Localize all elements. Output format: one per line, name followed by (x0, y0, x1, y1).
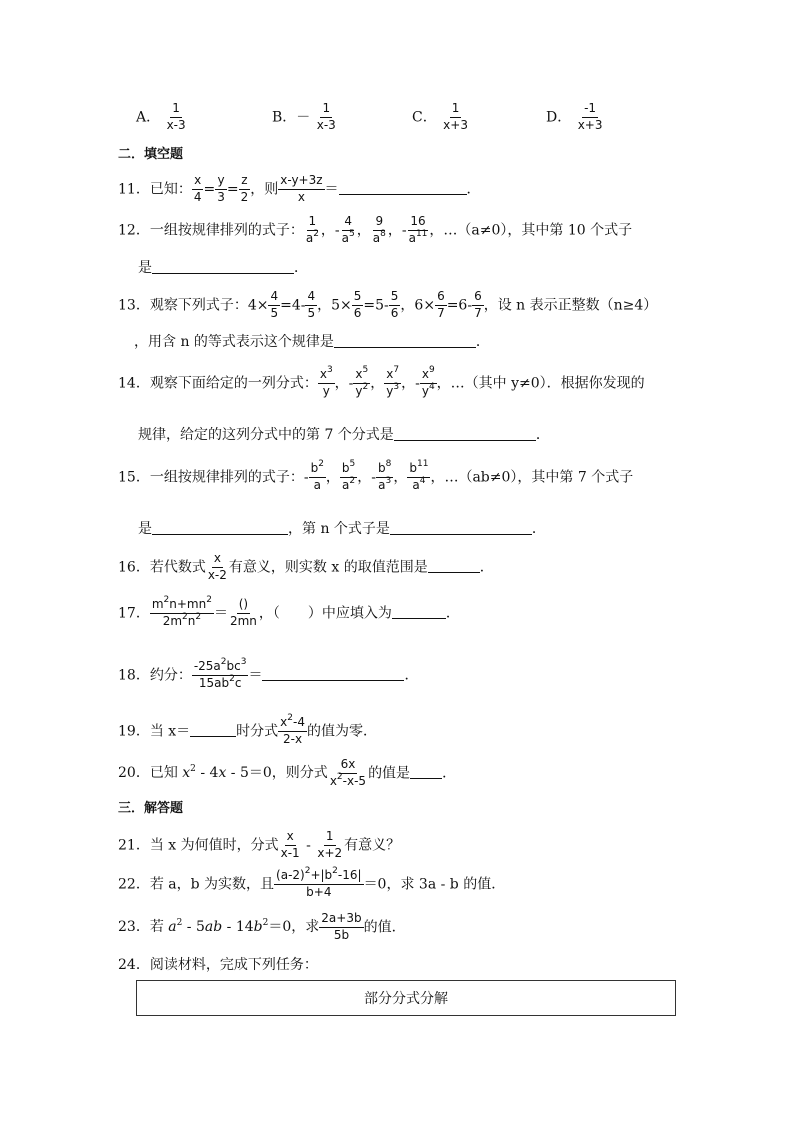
fraction (352, 290, 364, 321)
denominator: $a^2$ (342, 475, 356, 492)
text: ，则 (250, 181, 279, 198)
fraction (328, 758, 368, 789)
fraction (150, 595, 214, 629)
answer-blank[interactable] (152, 261, 294, 274)
numerator: $x^3$ (318, 368, 335, 384)
fraction (384, 365, 401, 399)
question-19 (118, 713, 377, 747)
text: ． (475, 334, 490, 350)
text: 是 (138, 521, 152, 537)
fraction (435, 290, 447, 321)
question-21-text: 21．当 x 为何值时，分式 (118, 837, 279, 854)
numerator: x (192, 174, 203, 190)
numerator: 1 (324, 830, 336, 846)
question-23-text: 23．若 $a^2 - 5ab - 14b^2=0$，求 (118, 918, 320, 936)
text: 4× (247, 297, 269, 314)
question-15-text: 15．一组按规律排列的式子： (118, 469, 304, 486)
fraction (228, 598, 259, 629)
numerator: 16 (408, 215, 427, 231)
question-21 (118, 830, 400, 861)
denominator: $a^8$ (372, 228, 386, 245)
option-b-fraction (315, 102, 338, 133)
question-13-line2 (134, 335, 490, 349)
denominator: 5 (270, 305, 279, 320)
section-title-fill-in: 二．填空题 (118, 147, 184, 162)
option-b (272, 102, 338, 133)
numerator: $(a-2)^2+|b^2-16|$ (274, 869, 364, 885)
text: 的值为零． (306, 723, 377, 740)
denominator: x-1 (280, 845, 300, 860)
numerator: 1 (307, 215, 319, 231)
option-d-label: D． (546, 109, 572, 126)
text: ，…（其中 y≠0）．根据你发现的 (436, 375, 645, 392)
fraction (268, 290, 280, 321)
text: 是 (138, 260, 152, 276)
text: ，第 n 个式子是 (288, 521, 390, 537)
numerator: 9 (373, 215, 385, 231)
fraction (340, 459, 357, 493)
section-title-solve: 三．解答题 (118, 801, 184, 816)
text: =5- (363, 297, 389, 314)
text: ，…（ab≠0），其中第 7 个式子 (430, 469, 634, 486)
text: ，6× (400, 297, 436, 314)
numerator: x-y+3z (278, 174, 324, 190)
denominator: $a^3$ (378, 475, 392, 492)
text: 时分式 (236, 723, 279, 740)
question-15-line2 (138, 522, 546, 536)
denominator: x-2 (207, 567, 227, 582)
fraction (340, 215, 357, 246)
question-23 (118, 912, 406, 943)
fraction (304, 215, 321, 246)
text: ． (294, 260, 308, 276)
denominator: x+3 (443, 117, 468, 132)
text: ，5× (317, 297, 352, 314)
text: ． (535, 427, 550, 443)
question-20-text: 20．已知 $x^2 - 4x - 5=0$，则分式 (118, 764, 328, 782)
question-13-text: 13．观察下列式子： (118, 297, 248, 314)
text: ． (466, 181, 481, 198)
denominator: x-3 (316, 117, 336, 132)
numerator: $b^2$ (309, 462, 326, 478)
fraction (215, 174, 227, 205)
fraction (279, 830, 302, 861)
numerator: $x^2-4$ (278, 716, 307, 732)
denominator: x-3 (166, 117, 186, 132)
text: ，…（a≠0），其中第 10 个式子 (429, 222, 633, 239)
fraction (305, 290, 317, 321)
question-12-line2 (138, 261, 308, 275)
numerator: x (285, 830, 296, 846)
numerator: $x^9$ (420, 368, 437, 384)
numerator: 1 (450, 102, 462, 118)
fraction (192, 174, 204, 205)
text: =6- (446, 297, 473, 314)
question-11: 11．已知： $\frac{x}{4}$ = $\frac{y}{3}$ = $\frac{z}{2}$ ，则 $\frac{x-y+3z}{x}$ ＝ ． (118, 173, 481, 204)
denominator: 7 (474, 305, 482, 320)
denominator: x+2 (317, 845, 343, 860)
denominator: b+4 (306, 884, 332, 899)
question-16-text: 16．若代数式 (118, 559, 206, 576)
text: ． (445, 605, 460, 622)
text: ． (442, 765, 457, 782)
answer-blank[interactable] (262, 668, 404, 681)
option-c (412, 102, 470, 133)
question-14-line2 (138, 428, 550, 442)
numerator: 1 (170, 102, 182, 118)
text: - (301, 837, 316, 854)
question-14-text: 14．观察下面给定的一列分式： (118, 375, 318, 392)
fraction (389, 290, 401, 321)
question-20 (118, 758, 456, 789)
text: ． (479, 559, 494, 576)
denominator: 5b (333, 927, 350, 942)
text: 的值是 (368, 765, 411, 782)
answer-blank[interactable] (390, 522, 532, 535)
fraction (376, 459, 393, 493)
numerator: $x^5$ (353, 368, 370, 384)
question-12: 12．一组按规律排列的式子： $\frac{1}{a^2}$ ，- $\frac{4}{a^5}$ ， $\frac{9}{a^8}$ ，- $\frac{16}{a^{11}}$ ，…（a≠0），其中第 10 个式子 (118, 214, 633, 245)
question-16 (118, 552, 494, 583)
fraction (407, 215, 430, 246)
fraction (319, 912, 363, 943)
text: ． (531, 521, 546, 537)
text: ＝ (248, 667, 263, 684)
answer-blank[interactable] (410, 766, 442, 779)
fraction (206, 552, 229, 583)
denominator: 3 (217, 189, 225, 204)
numerator: 5 (389, 290, 401, 306)
numerator: 4 (268, 290, 280, 306)
text: ＝ (213, 605, 228, 622)
material-box-title: 部分分式分解 (364, 991, 448, 1007)
denominator: 2-x (283, 731, 303, 746)
denominator: $y^4$ (421, 381, 435, 398)
denominator: 6 (390, 305, 399, 320)
option-c-label: C． (412, 109, 437, 126)
option-c-fraction (441, 102, 470, 133)
denominator: 2 (240, 189, 249, 204)
answer-blank[interactable] (190, 724, 236, 737)
fraction (407, 459, 430, 493)
answer-blank[interactable] (394, 428, 536, 441)
numerator: y (215, 174, 226, 190)
denominator: $a^2$ (305, 228, 319, 245)
option-a (136, 102, 188, 133)
numerator: 5 (352, 290, 364, 306)
option-b-label: B．－ (272, 109, 311, 126)
text: ，（ ）中应填入为 (258, 605, 392, 622)
numerator: z (239, 174, 249, 190)
denominator: 5 (307, 305, 316, 320)
numerator: 2a+3b (319, 912, 363, 928)
text: ＝ (324, 181, 339, 198)
fraction (192, 657, 249, 691)
denominator: $x^2-x-5$ (329, 771, 367, 788)
question-11-text: 11．已知： (118, 181, 192, 198)
question-24: 24．阅读材料，完成下列任务： (118, 957, 318, 973)
fraction (278, 174, 324, 205)
numerator: () (237, 598, 250, 614)
question-19-text: 19．当 x＝ (118, 723, 191, 740)
fraction (353, 365, 370, 399)
numerator: $b^{11}$ (407, 462, 430, 478)
numerator: x (212, 552, 223, 568)
numerator: $x^7$ (384, 368, 401, 384)
denominator: x+3 (577, 117, 603, 132)
fraction (278, 713, 307, 747)
option-a-label: A． (136, 109, 161, 126)
question-14: 14．观察下面给定的一列分式： $\frac{x^3}{y}$ ，- $\frac{x^5}{y^2}$ ， $\frac{x^7}{y^3}$ ，- $\frac{x^9}{y^4}$ ，…（其中 y≠0）．根据你发现的 (118, 365, 645, 398)
text: 的值． (363, 919, 406, 936)
material-box (136, 980, 676, 1016)
numerator: 1 (320, 102, 332, 118)
numerator: $-25a^2bc^3$ (192, 660, 249, 676)
text: =4- (280, 297, 306, 314)
denominator: x (297, 189, 305, 204)
denominator: y (322, 383, 330, 398)
fraction (472, 290, 484, 321)
text: ，设 n 表示正整数（n≥4） (483, 297, 658, 314)
text: 有意义，则实数 x 的取值范围是 (228, 559, 428, 576)
denominator: $y^3$ (386, 381, 400, 398)
question-15: 15．一组按规律排列的式子：- $\frac{b^2}{a}$ ， $\frac{b^5}{a^2}$ ，- $\frac{b^8}{a^3}$ ， $\frac{b^{11}}{a^4}$ ，…（ab≠0），其中第 7 个式子 (118, 459, 634, 492)
numerator: -1 (582, 102, 598, 118)
answer-blank[interactable] (428, 560, 480, 573)
question-13 (118, 290, 657, 321)
answer-blank[interactable] (152, 522, 288, 535)
option-d-fraction (576, 102, 605, 133)
denominator: $a^5$ (341, 228, 355, 245)
question-17-text: 17． (118, 605, 150, 622)
text: ＝0，求 3a - b 的值． (363, 876, 506, 893)
option-a-fraction (165, 102, 188, 133)
fraction (371, 215, 388, 246)
denominator: 6 (353, 305, 362, 320)
fraction (239, 174, 251, 205)
text: 规律，给定的这列分式中的第 7 个分式是 (138, 427, 394, 443)
question-22-text: 22．若 a，b 为实数，且 (118, 876, 275, 893)
option-d (546, 102, 604, 133)
answer-blank[interactable] (392, 606, 446, 619)
question-18 (118, 657, 419, 691)
question-12-text: 12．一组按规律排列的式子： (118, 222, 304, 239)
denominator: $a^{11}$ (408, 228, 428, 245)
denominator: $2m^2n^2$ (162, 611, 202, 628)
text: ，用含 n 的等式表示这个规律是 (134, 334, 334, 350)
numerator: $b^8$ (376, 462, 393, 478)
question-18-text: 18．约分： (118, 667, 192, 684)
numerator: 6 (435, 290, 447, 306)
numerator: 4 (342, 215, 354, 231)
denominator: $a^4$ (412, 475, 426, 492)
text: ． (404, 667, 419, 684)
denominator: $y^2$ (355, 381, 369, 398)
denominator: 7 (437, 305, 445, 320)
denominator: 4 (193, 189, 202, 204)
fraction (309, 459, 326, 493)
numerator: 6 (472, 290, 484, 306)
answer-blank[interactable] (339, 182, 467, 195)
numerator: 6x (339, 758, 358, 774)
denominator: $15ab^2c$ (198, 673, 242, 690)
fraction (274, 866, 364, 900)
question-22 (118, 866, 506, 900)
fraction (315, 830, 344, 861)
numerator: 4 (305, 290, 317, 306)
question-17 (118, 595, 460, 629)
denominator: 2mn (229, 613, 257, 628)
fraction (318, 365, 335, 399)
fraction (420, 365, 437, 399)
denominator: a (313, 477, 321, 492)
text: 有意义？ (344, 837, 401, 854)
answer-blank[interactable] (334, 335, 476, 348)
numerator: $b^5$ (340, 462, 357, 478)
numerator: $m^2n+mn^2$ (150, 598, 214, 614)
